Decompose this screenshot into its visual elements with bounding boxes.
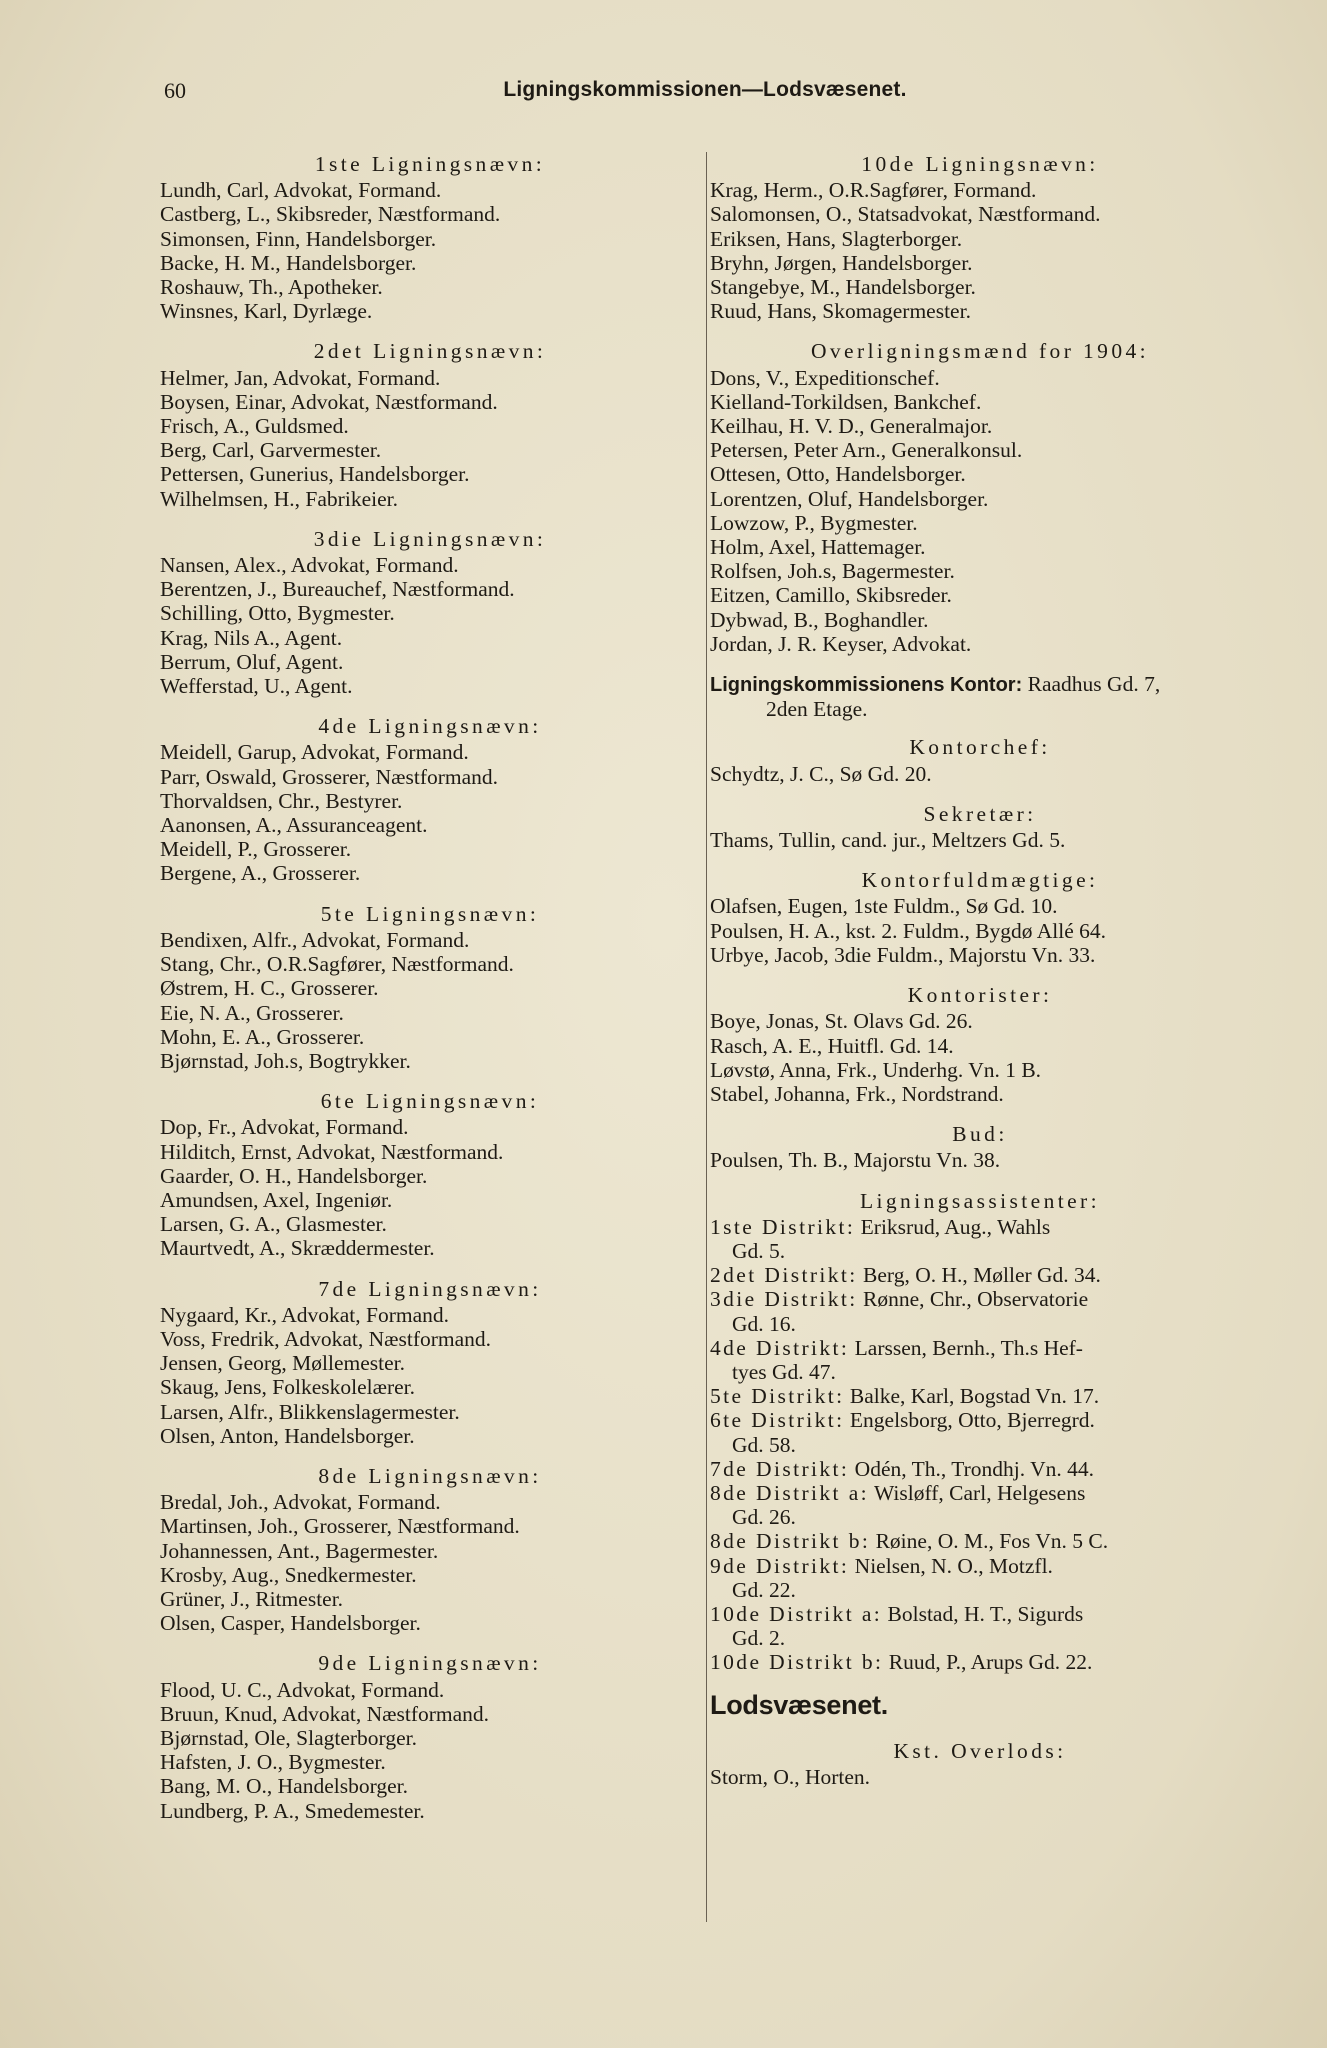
list-item: Eitzen, Camillo, Skibsreder. xyxy=(710,583,952,608)
district-item xyxy=(710,1408,1250,1456)
list-item: Martinsen, Joh., Grosserer, Næstformand. xyxy=(160,1514,520,1539)
district-item xyxy=(710,1287,1250,1335)
list-item: Backe, H. M., Handelsborger. xyxy=(160,250,417,275)
list-item: Stabel, Johanna, Frk., Nordstrand. xyxy=(710,1081,1004,1106)
district-text: Rønne, Chr., Observatorie xyxy=(857,1287,1089,1312)
district-name: 9de Distrikt: xyxy=(710,1553,850,1578)
district-text: Wisløff, Carl, Helgesens xyxy=(869,1480,1086,1505)
list-item: Larsen, Alfr., Blikkenslagermester. xyxy=(160,1399,460,1424)
district-continuation: Gd. 2. xyxy=(732,1626,786,1651)
right-column xyxy=(704,152,1250,1805)
list-item: Castberg, L., Skibsreder, Næstformand. xyxy=(160,202,501,227)
section-6te-ligningsnaevn xyxy=(160,1089,700,1260)
district-text: Berg, O. H., Møller Gd. 34. xyxy=(857,1263,1101,1288)
district-continuation: Gd. 5. xyxy=(732,1238,786,1263)
district-item xyxy=(710,1650,1250,1674)
list-item: Boye, Jonas, St. Olavs Gd. 26. xyxy=(710,1009,973,1034)
left-column xyxy=(160,152,700,1839)
list-item: Storm, O., Horten. xyxy=(710,1764,871,1789)
list-item: Dybwad, B., Boghandler. xyxy=(710,607,929,632)
list-item: Bredal, Joh., Advokat, Formand. xyxy=(160,1490,441,1515)
district-name: 10de Distrikt b: xyxy=(710,1650,884,1675)
section-9de-ligningsnaevn xyxy=(160,1651,700,1822)
list-item: Poulsen, Th. B., Majorstu Vn. 38. xyxy=(710,1148,1001,1173)
section-overlods xyxy=(710,1739,1250,1789)
list-item: Eriksen, Hans, Slagterborger. xyxy=(710,226,963,251)
list-item: Petersen, Peter Arn., Generalkonsul. xyxy=(710,438,1023,463)
section-title: 8de Ligningsnævn: xyxy=(318,1463,542,1488)
district-text: Eriksrud, Aug., Wahls xyxy=(855,1214,1051,1239)
lodsvaesenet-heading: Lodsvæsenet. xyxy=(710,1689,888,1720)
district-text: Odén, Th., Trondhj. Vn. 44. xyxy=(849,1456,1094,1481)
kontor-label: Ligningskommissionens Kontor: xyxy=(710,674,1023,697)
list-item: Hafsten, J. O., Bygmester. xyxy=(160,1750,386,1775)
district-item xyxy=(710,1384,1250,1408)
list-item: Skaug, Jens, Folkeskolelærer. xyxy=(160,1375,415,1400)
section-ligningsassistenter xyxy=(710,1189,1250,1675)
section-title: 10de Ligningsnævn: xyxy=(861,152,1099,176)
district-item xyxy=(710,1602,1250,1650)
list-item: Winsnes, Karl, Dyrlæge. xyxy=(160,299,373,324)
district-name: 8de Distrikt b: xyxy=(710,1529,871,1554)
section-bud xyxy=(710,1122,1250,1172)
list-item: Eie, N. A., Grosserer. xyxy=(160,1000,344,1025)
section-title: Sekretær: xyxy=(923,801,1037,826)
list-item: Bjørnstad, Ole, Slagterborger. xyxy=(160,1725,417,1750)
list-item: Bergene, A., Grosserer. xyxy=(160,861,361,886)
section-title: Kst. Overlods: xyxy=(893,1738,1067,1763)
section-2det-ligningsnaevn xyxy=(160,339,700,510)
list-item: Bendixen, Alfr., Advokat, Formand. xyxy=(160,927,470,952)
section-title: 9de Ligningsnævn: xyxy=(318,1651,542,1676)
list-item: Stangebye, M., Handelsborger. xyxy=(710,275,976,300)
list-item: Pettersen, Gunerius, Handelsborger. xyxy=(160,462,470,487)
list-item: Poulsen, H. A., kst. 2. Fuldm., Bygdø Allé 64. xyxy=(710,918,1106,943)
section-title: Ligningsassistenter: xyxy=(860,1188,1100,1213)
section-title: 1ste Ligningsnævn: xyxy=(314,152,546,176)
section-7de-ligningsnaevn xyxy=(160,1277,700,1448)
list-item: Rasch, A. E., Huitfl. Gd. 14. xyxy=(710,1033,954,1058)
list-item: Roshauw, Th., Apotheker. xyxy=(160,275,383,300)
list-item: Mohn, E. A., Grosserer. xyxy=(160,1024,365,1049)
section-kontorister xyxy=(710,983,1250,1106)
district-name: 1ste Distrikt: xyxy=(710,1214,856,1239)
district-text: Engelsborg, Otto, Bjerregrd. xyxy=(844,1408,1095,1433)
list-item: Amundsen, Axel, Ingeniør. xyxy=(160,1187,393,1212)
district-continuation: Gd. 16. xyxy=(732,1311,796,1336)
list-item: Thams, Tullin, cand. jur., Meltzers Gd. 5. xyxy=(710,828,1066,853)
district-continuation: tyes Gd. 47. xyxy=(732,1359,836,1384)
list-item: Wefferstad, U., Agent. xyxy=(160,674,353,699)
section-title: Bud: xyxy=(952,1122,1008,1147)
section-title: 7de Ligningsnævn: xyxy=(318,1276,542,1301)
list-item: Holm, Axel, Hattemager. xyxy=(710,535,926,560)
district-item xyxy=(710,1263,1250,1287)
list-item: Boysen, Einar, Advokat, Næstformand. xyxy=(160,389,498,414)
list-item: Berrum, Oluf, Agent. xyxy=(160,649,344,674)
section-10de-ligningsnaevn xyxy=(710,152,1250,323)
section-kontorfuldmaegtige xyxy=(710,868,1250,967)
list-item: Helmer, Jan, Advokat, Formand. xyxy=(160,365,441,390)
district-text: Nielsen, N. O., Motzfl. xyxy=(849,1553,1053,1578)
section-title: 2det Ligningsnævn: xyxy=(313,339,547,364)
district-name: 3die Distrikt: xyxy=(710,1287,858,1312)
list-item: Gaarder, O. H., Handelsborger. xyxy=(160,1163,428,1188)
list-item: Parr, Oswald, Grosserer, Næstformand. xyxy=(160,764,499,789)
list-item: Frisch, A., Guldsmed. xyxy=(160,414,349,439)
list-item: Simonsen, Finn, Handelsborger. xyxy=(160,226,437,251)
district-continuation: Gd. 58. xyxy=(732,1432,796,1457)
section-3die-ligningsnaevn xyxy=(160,527,700,698)
district-name: 10de Distrikt a: xyxy=(710,1601,883,1626)
section-title: 6te Ligningsnævn: xyxy=(320,1089,540,1114)
list-item: Lowzow, P., Bygmester. xyxy=(710,510,918,535)
section-title: 3die Ligningsnævn: xyxy=(313,526,547,551)
list-item: Hilditch, Ernst, Advokat, Næstformand. xyxy=(160,1139,504,1164)
list-item: Krosby, Aug., Snedkermester. xyxy=(160,1562,417,1587)
list-item: Krag, Herm., O.R.Sagfører, Formand. xyxy=(710,178,1037,203)
district-item xyxy=(710,1529,1250,1553)
district-name: 8de Distrikt a: xyxy=(710,1480,870,1505)
district-item xyxy=(710,1215,1250,1263)
page-number: 60 xyxy=(164,78,186,103)
kontor-address-line2: 2den Etage. xyxy=(766,697,868,722)
district-name: 4de Distrikt: xyxy=(710,1335,850,1360)
list-item: Løvstø, Anna, Frk., Underhg. Vn. 1 B. xyxy=(710,1057,1042,1082)
section-8de-ligningsnaevn xyxy=(160,1464,700,1635)
section-5te-ligningsnaevn xyxy=(160,902,700,1073)
section-title: Overligningsmænd for 1904: xyxy=(810,339,1150,364)
district-item xyxy=(710,1457,1250,1481)
list-item: Schydtz, J. C., Sø Gd. 20. xyxy=(710,761,932,786)
section-overligningsmaend xyxy=(710,339,1250,656)
list-item: Lundberg, P. A., Smedemester. xyxy=(160,1798,425,1823)
section-title: 5te Ligningsnævn: xyxy=(320,901,540,926)
list-item: Dons, V., Expeditionschef. xyxy=(710,365,940,390)
list-item: Jensen, Georg, Møllemester. xyxy=(160,1351,406,1376)
section-title: Kontorfuldmægtige: xyxy=(861,868,1099,893)
running-title: Ligningskommissionen—Lodsvæsenet. xyxy=(503,78,907,101)
list-item: Ruud, Hans, Skomagermester. xyxy=(710,299,971,324)
section-4de-ligningsnaevn xyxy=(160,714,700,885)
list-item: Meidell, Garup, Advokat, Formand. xyxy=(160,740,469,765)
list-item: Aanonsen, A., Assuranceagent. xyxy=(160,813,428,838)
district-text: Larssen, Bernh., Th.s Hef- xyxy=(849,1335,1083,1360)
district-text: Ruud, P., Arups Gd. 22. xyxy=(883,1650,1093,1675)
kontor-address-line1: Raadhus Gd. 7, xyxy=(1022,672,1161,697)
list-item: Berg, Carl, Garvermester. xyxy=(160,438,382,463)
list-item: Wilhelmsen, H., Fabrikeier. xyxy=(160,486,398,511)
list-item: Bruun, Knud, Advokat, Næstformand. xyxy=(160,1701,490,1726)
list-item: Lundh, Carl, Advokat, Formand. xyxy=(160,178,442,203)
district-name: 5te Distrikt: xyxy=(710,1384,845,1409)
list-item: Grüner, J., Ritmester. xyxy=(160,1586,344,1611)
list-item: Kielland-Torkildsen, Bankchef. xyxy=(710,389,982,414)
list-item: Flood, U. C., Advokat, Formand. xyxy=(160,1677,445,1702)
list-item: Schilling, Otto, Bygmester. xyxy=(160,601,395,626)
list-item: Nansen, Alex., Advokat, Formand. xyxy=(160,553,459,578)
list-item: Østrem, H. C., Grosserer. xyxy=(160,976,379,1001)
section-title: 4de Ligningsnævn: xyxy=(318,714,542,739)
list-item: Jordan, J. R. Keyser, Advokat. xyxy=(710,631,972,656)
list-item: Ottesen, Otto, Handelsborger. xyxy=(710,462,966,487)
list-item: Dop, Fr., Advokat, Formand. xyxy=(160,1115,409,1140)
district-continuation: Gd. 22. xyxy=(732,1577,796,1602)
section-title: Kontorister: xyxy=(907,983,1053,1008)
list-item: Olafsen, Eugen, 1ste Fuldm., Sø Gd. 10. xyxy=(710,894,1058,919)
district-text: Røine, O. M., Fos Vn. 5 C. xyxy=(870,1529,1109,1554)
list-item: Nygaard, Kr., Advokat, Formand. xyxy=(160,1302,450,1327)
list-item: Lorentzen, Oluf, Handelsborger. xyxy=(710,486,989,511)
list-item: Urbye, Jacob, 3die Fuldm., Majorstu Vn. 33. xyxy=(710,942,1096,967)
list-item: Keilhau, H. V. D., Generalmajor. xyxy=(710,414,993,439)
list-item: Larsen, G. A., Glasmester. xyxy=(160,1212,387,1237)
district-continuation: Gd. 26. xyxy=(732,1505,796,1530)
district-name: 7de Distrikt: xyxy=(710,1456,850,1481)
list-item: Berentzen, J., Bureauchef, Næstformand. xyxy=(160,577,515,602)
district-item xyxy=(710,1481,1250,1529)
district-item xyxy=(710,1336,1250,1384)
list-item: Bryhn, Jørgen, Handelsborger. xyxy=(710,250,973,275)
section-kontorchef xyxy=(710,735,1250,785)
list-item: Maurtvedt, A., Skræddermester. xyxy=(160,1236,435,1261)
list-item: Bang, M. O., Handelsborger. xyxy=(160,1774,409,1799)
list-item: Voss, Fredrik, Advokat, Næstformand. xyxy=(160,1326,492,1351)
list-item: Stang, Chr., O.R.Sagfører, Næstformand. xyxy=(160,952,514,977)
list-item: Olsen, Casper, Handelsborger. xyxy=(160,1611,421,1636)
section-1ste-ligningsnaevn xyxy=(160,152,700,323)
district-name: 6te Distrikt: xyxy=(710,1408,845,1433)
section-sekretaer xyxy=(710,802,1250,852)
district-text: Bolstad, H. T., Sigurds xyxy=(882,1601,1084,1626)
list-item: Bjørnstad, Joh.s, Bogtrykker. xyxy=(160,1048,411,1073)
district-name: 2det Distrikt: xyxy=(710,1263,858,1288)
list-item: Salomonsen, O., Statsadvokat, Næstformand. xyxy=(710,202,1101,227)
list-item: Olsen, Anton, Handelsborger. xyxy=(160,1423,415,1448)
list-item: Meidell, P., Grosserer. xyxy=(160,837,352,862)
section-title: Kontorchef: xyxy=(909,735,1051,760)
list-item: Thorvaldsen, Chr., Bestyrer. xyxy=(160,788,403,813)
list-item: Rolfsen, Joh.s, Bagermester. xyxy=(710,559,955,584)
kontor-address xyxy=(710,672,1250,721)
list-item: Johannessen, Ant., Bagermester. xyxy=(160,1538,439,1563)
district-item xyxy=(710,1554,1250,1602)
list-item: Krag, Nils A., Agent. xyxy=(160,625,343,650)
page-header xyxy=(160,78,1250,118)
district-text: Balke, Karl, Bogstad Vn. 17. xyxy=(844,1384,1100,1409)
